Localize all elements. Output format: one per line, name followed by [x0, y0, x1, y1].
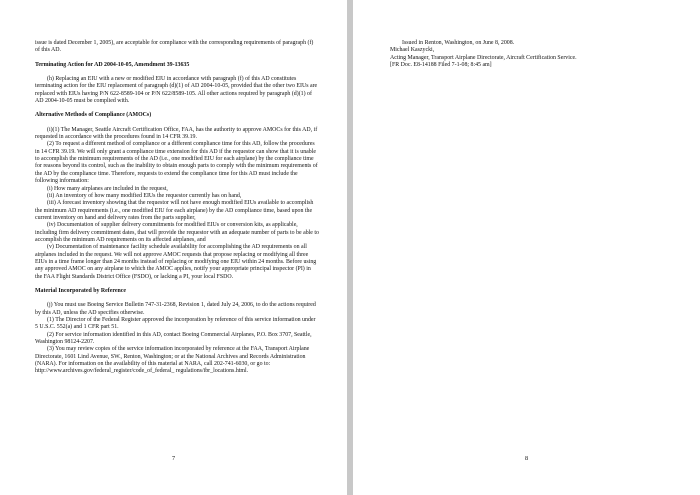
paragraph-j: (j) You must use Boeing Service Bulletin 747-31-2368, Revision 1, dated July 24, 2006, to do the actions required by this AD, unless the AD specifies otherwise.: [35, 302, 316, 316]
list-item-i: (i) How many airplanes are included in the request,: [47, 185, 168, 192]
paragraph: issue is dated December 1, 2005), are acceptable for compliance with the corresponding requirements of paragraph (f) of this AD.: [35, 40, 314, 54]
signatory-name: Michael Kaszycki,: [390, 47, 435, 54]
paragraph-j-1: (1) The Director of the Federal Register approved the incorporation by reference of this service information under 5 U.S.C. 552(a) and 1 CFR part 51.: [35, 317, 316, 331]
fr-doc-line: [FR Doc. E8-14188 Filed 7-1-08; 8:45 am]: [390, 62, 492, 69]
list-item-iv: (iv) Documentation of supplier delivery commitments for modified EIUs or conversion kits, as applicable, including firm delivery commitment dates, that will provide the requestor with an adequate number of parts to be able to accomplish the minimum AD requirements on its affected airplanes, and: [35, 222, 319, 243]
paragraph-j-3: (3) You may review copies of the service information incorporated by reference at the FAA, Transport Airplane Directorate, 1601 Lind Avenue, SW., Renton, Washington; or at the National Archives and Records Administration (NARA). For information on the availability of this material at NARA, call 202-741-6030, or go to: http://www.archives.gov/federal_register/code_of_federal_ regulations/ibr_locations.html.: [35, 346, 310, 375]
section-heading-material-incorporated: Material Incorporated by Reference: [35, 287, 127, 294]
page-body: [35, 40, 319, 376]
paragraph-i-2: (2) To request a different method of compliance or a different compliance time for this AD, follow the procedures in 14 CFR 39.19. We will only grant a compliance time extension for this AD if the requestor can show that it is unable to accomplish the minimum requirements of the AD (i.e., one modified EIU for each airplane) by the compliance time for reasons beyond its control, such as the inability to obtain enough parts to comply with the minimum requirements of the AD by the compliance time. Therefore, requests to extend the compliance time for this AD must include the following information:: [35, 141, 318, 185]
document-page-7: [0, 0, 347, 495]
issued-line: Issued in Renton, Washington, on June 8, 2008.: [402, 40, 515, 46]
section-heading-amocs: Alternative Methods of Compliance (AMOCs): [35, 112, 152, 119]
page-number: 8: [524, 455, 529, 462]
section-heading-terminating-action: Terminating Action for AD 2004-10-05, Amendment 39-13635: [35, 61, 190, 68]
paragraph-h: (h) Replacing an EIU with a new or modified EIU in accordance with paragraph (f) of this AD constitutes terminating action for the EIU replacement of paragraph (d)(1) of AD 2004-10-05, provided that the other two EIUs are replaced with EIUs having P/N 622-8589-104 or P/N 622/8589-105. All other actions required by paragraph (d)(1) of AD 2004-10-05 must be complied with.: [35, 76, 318, 105]
list-item-v: (v) Documentation of maintenance facility schedule availability for accomplishing the AD requirements on all airplanes included in the request. We will not approve AMOC requests that propose replacing or modifying all three EIUs in a time frame longer than 24 months instead of replacing or modifying one EIU within 24 months. Before using any approved AMOC on any airplane to which the AMOC applies, notify your appropriate principal inspector (PI) in the FAA Flight Standards District Office (FSDO), or lacking a PI, your local FSDO.: [35, 244, 317, 280]
paragraph-j-2: (2) For service information identified in this AD, contact Boeing Commercial Airplanes, P.O. Box 3707, Seattle, Washington 98124-2207.: [35, 331, 312, 346]
list-item-iii: (iii) A forecast inventory showing that the requestor will not have enough modified EIUs available to accomplish the minimum AD requirements (i.e., one modified EIU for each airplane) by the AD compliance time, based upon the current inventory on hand and delivery rates from the parts supplier,: [35, 200, 314, 221]
signatory-title: Acting Manager, Transport Airplane Directorate, Aircraft Certification Service.: [390, 54, 577, 61]
page-body: [390, 40, 662, 69]
list-item-ii: (ii) An inventory of how many modified EIUs the requestor currently has on hand,: [47, 192, 242, 199]
paragraph-i-1: (i)(1) The Manager, Seattle Aircraft Certification Office, FAA, has the authority to approve AMOCs for this AD, if requested in accordance with the procedures found in 14 CFR 39.19.: [35, 126, 318, 141]
page-number: 7: [171, 455, 176, 462]
document-page-8: [353, 0, 700, 495]
